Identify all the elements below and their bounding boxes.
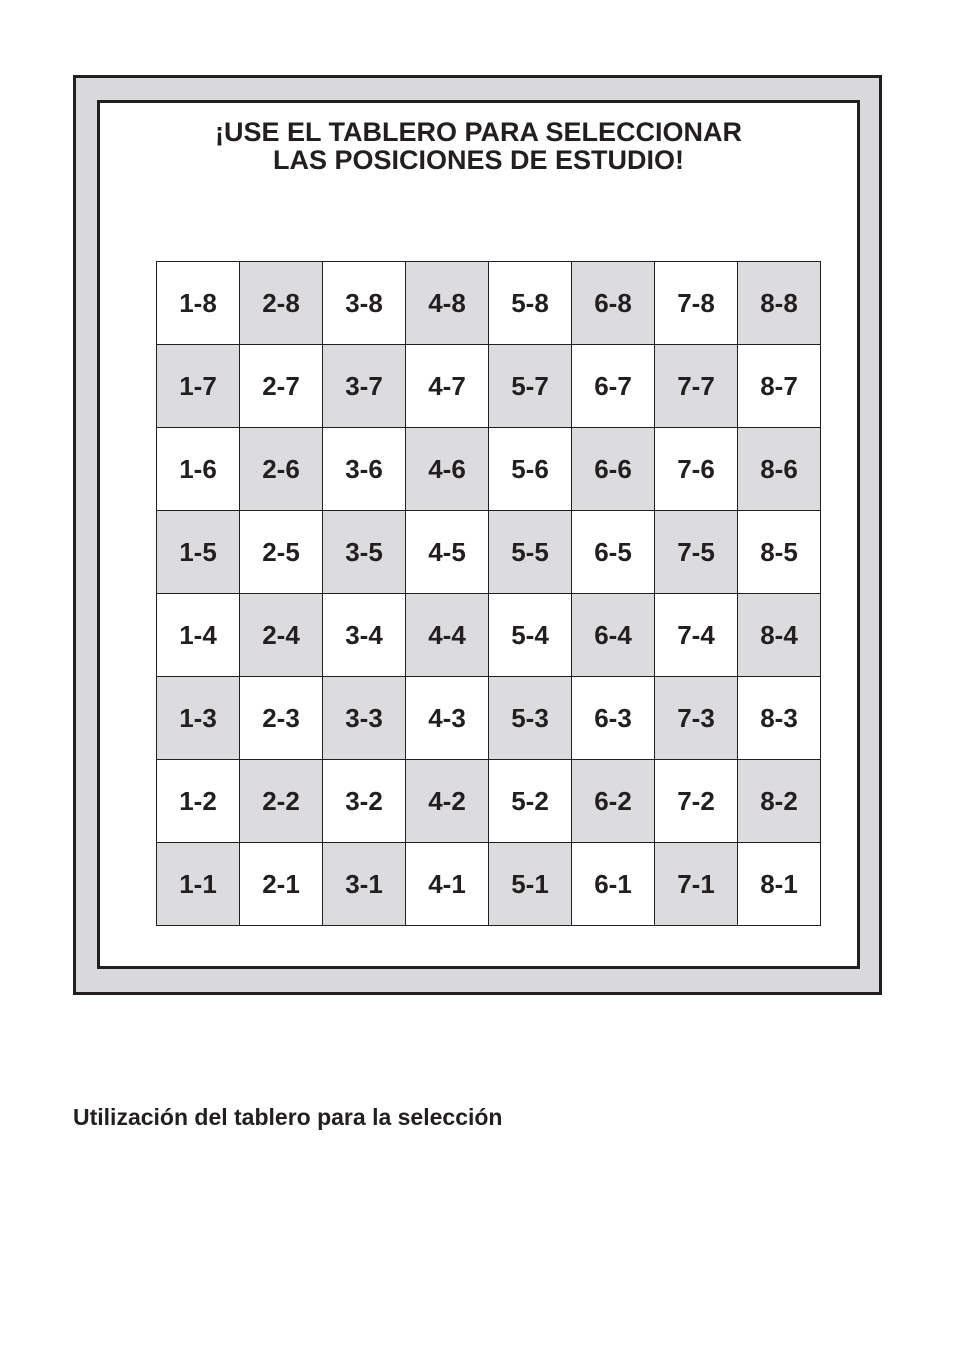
- board-cell-8-1: 8-1: [738, 843, 821, 926]
- board-cell-6-7: 6-7: [572, 345, 655, 428]
- board-cell-3-3: 3-3: [323, 677, 406, 760]
- board-cell-1-3: 1-3: [157, 677, 240, 760]
- board-cell-1-6: 1-6: [157, 428, 240, 511]
- board-cell-5-8: 5-8: [489, 262, 572, 345]
- board-cell-4-5: 4-5: [406, 511, 489, 594]
- board-cell-8-8: 8-8: [738, 262, 821, 345]
- board-cell-5-3: 5-3: [489, 677, 572, 760]
- board-cell-3-1: 3-1: [323, 843, 406, 926]
- board-cell-5-2: 5-2: [489, 760, 572, 843]
- board-frame: [73, 75, 882, 995]
- board-cell-3-2: 3-2: [323, 760, 406, 843]
- board-cell-8-7: 8-7: [738, 345, 821, 428]
- board-cell-3-5: 3-5: [323, 511, 406, 594]
- board-cell-3-7: 3-7: [323, 345, 406, 428]
- board-cell-5-6: 5-6: [489, 428, 572, 511]
- board-cell-1-4: 1-4: [157, 594, 240, 677]
- board-cell-8-4: 8-4: [738, 594, 821, 677]
- board-cell-3-4: 3-4: [323, 594, 406, 677]
- board-cell-6-5: 6-5: [572, 511, 655, 594]
- board-cell-1-2: 1-2: [157, 760, 240, 843]
- board-cell-6-2: 6-2: [572, 760, 655, 843]
- board-cell-4-2: 4-2: [406, 760, 489, 843]
- board-cell-6-1: 6-1: [572, 843, 655, 926]
- panel-title: [100, 118, 857, 174]
- board-cell-4-8: 4-8: [406, 262, 489, 345]
- board-cell-7-4: 7-4: [655, 594, 738, 677]
- board-cell-4-7: 4-7: [406, 345, 489, 428]
- board-cell-2-2: 2-2: [240, 760, 323, 843]
- board-cell-2-4: 2-4: [240, 594, 323, 677]
- board-cell-4-6: 4-6: [406, 428, 489, 511]
- board-cell-2-6: 2-6: [240, 428, 323, 511]
- board-cell-7-8: 7-8: [655, 262, 738, 345]
- board-cell-6-4: 6-4: [572, 594, 655, 677]
- section-heading: Utilización del tablero para la selección: [73, 1104, 503, 1130]
- board-cell-6-6: 6-6: [572, 428, 655, 511]
- board-cell-2-1: 2-1: [240, 843, 323, 926]
- board-cell-7-1: 7-1: [655, 843, 738, 926]
- board-cell-6-3: 6-3: [572, 677, 655, 760]
- board-cell-5-1: 5-1: [489, 843, 572, 926]
- board-cell-4-3: 4-3: [406, 677, 489, 760]
- board-cell-3-6: 3-6: [323, 428, 406, 511]
- board-cell-3-8: 3-8: [323, 262, 406, 345]
- board-cell-6-8: 6-8: [572, 262, 655, 345]
- board-cell-8-3: 8-3: [738, 677, 821, 760]
- board-cell-5-4: 5-4: [489, 594, 572, 677]
- board-cell-7-2: 7-2: [655, 760, 738, 843]
- board-panel: [97, 100, 860, 969]
- board-cell-1-8: 1-8: [157, 262, 240, 345]
- board-cell-2-8: 2-8: [240, 262, 323, 345]
- board-cell-2-5: 2-5: [240, 511, 323, 594]
- board-cell-7-7: 7-7: [655, 345, 738, 428]
- board-cell-5-5: 5-5: [489, 511, 572, 594]
- board-cell-4-4: 4-4: [406, 594, 489, 677]
- board-cell-1-5: 1-5: [157, 511, 240, 594]
- board-cell-8-2: 8-2: [738, 760, 821, 843]
- board-cell-4-1: 4-1: [406, 843, 489, 926]
- board-cell-7-3: 7-3: [655, 677, 738, 760]
- board-cell-7-6: 7-6: [655, 428, 738, 511]
- board-cell-7-5: 7-5: [655, 511, 738, 594]
- board-cell-1-7: 1-7: [157, 345, 240, 428]
- board-cell-8-5: 8-5: [738, 511, 821, 594]
- panel-title-line-1: ¡USE EL TABLERO PARA SELECCIONAR: [214, 117, 743, 147]
- board-cell-8-6: 8-6: [738, 428, 821, 511]
- board-cell-5-7: 5-7: [489, 345, 572, 428]
- board-cell-2-7: 2-7: [240, 345, 323, 428]
- position-board: [156, 261, 821, 926]
- board-cell-1-1: 1-1: [157, 843, 240, 926]
- board-cell-2-3: 2-3: [240, 677, 323, 760]
- panel-title-line-2: LAS POSICIONES DE ESTUDIO!: [272, 145, 685, 175]
